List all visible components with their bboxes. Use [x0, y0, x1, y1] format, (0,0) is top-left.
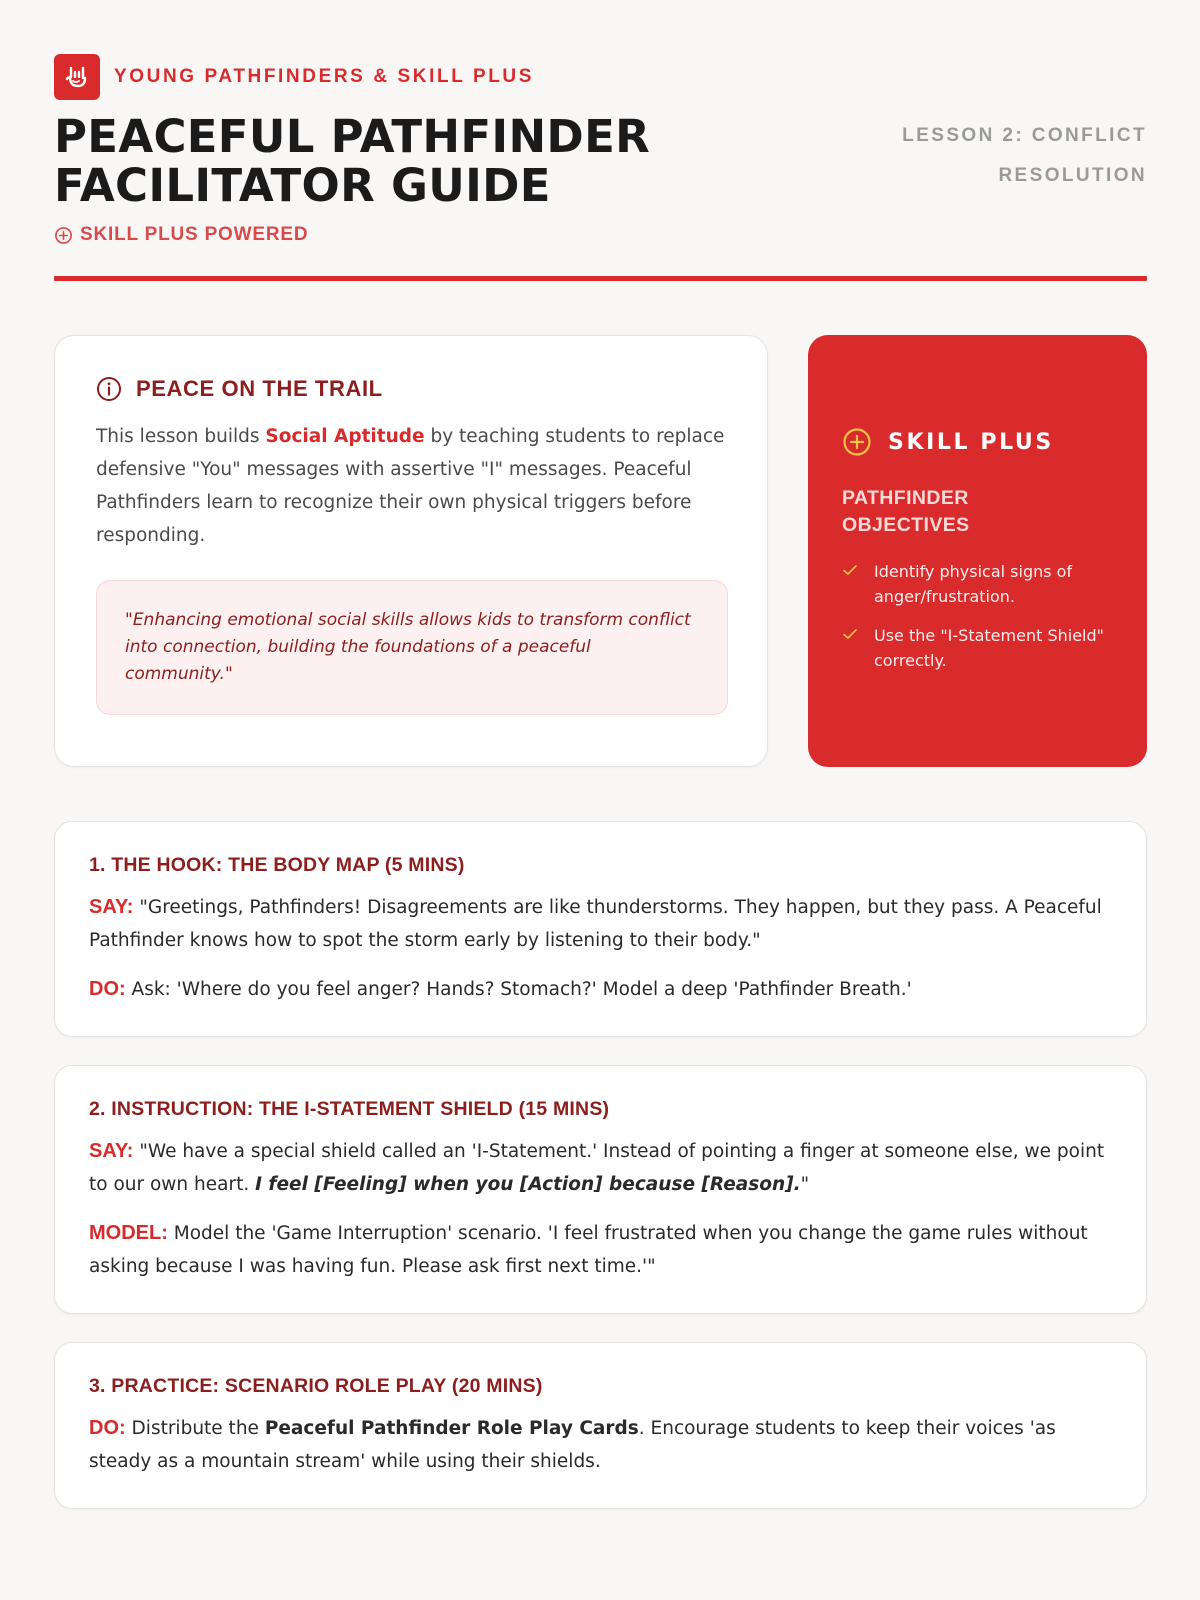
info-icon	[96, 376, 122, 402]
list-item	[842, 559, 1113, 609]
facilitator-guide-page	[54, 54, 1147, 1509]
section-line	[89, 1412, 1112, 1478]
objectives-heading	[842, 485, 1113, 539]
checkmark-icon	[842, 626, 858, 642]
header-divider	[54, 276, 1147, 281]
section-title: 2. INSTRUCTION: THE I-STATEMENT SHIELD (15 MINS)	[89, 1098, 610, 1120]
do-label: DO:	[89, 978, 126, 1000]
title-row	[54, 112, 1147, 210]
brand-row	[54, 54, 1147, 100]
section-line	[89, 973, 1112, 1006]
intro-body-start: This lesson builds	[96, 426, 266, 447]
say-label: SAY:	[89, 896, 134, 918]
section-line-text-end: . Encourage students to keep their voices 'as steady as a mountain stream' while using their shields.	[89, 1418, 1056, 1472]
intro-quote: "Enhancing emotional social skills allows kids to transform conflict into connection, building the foundations of a peaceful community."	[96, 580, 728, 715]
intro-header	[96, 376, 727, 402]
section-line-text-end: "	[800, 1174, 810, 1195]
checkmark-icon	[842, 562, 858, 578]
model-label: MODEL:	[89, 1222, 168, 1244]
objectives-list	[842, 559, 1113, 673]
rock-hand-icon	[54, 54, 100, 100]
section-line-text: Distribute the	[125, 1418, 265, 1439]
plus-circle-icon	[842, 427, 872, 457]
intro-body	[96, 420, 727, 552]
section-line	[89, 891, 1112, 957]
lesson-label-line-1: LESSON 2: CONFLICT	[902, 125, 1147, 146]
intro-title: PEACE ON THE TRAIL	[136, 376, 383, 401]
section-line-text: Model the 'Game Interruption' scenario. 'I feel frustrated when you change the game rules without asking because I was having fun. Please ask first next time.'"	[89, 1223, 1088, 1277]
section-instruction	[54, 1065, 1147, 1314]
section-line-text: Ask: 'Where do you feel anger? Hands? Stomach?' Model a deep 'Pathfinder Breath.'	[125, 979, 912, 1000]
intro-highlight: Social Aptitude	[265, 426, 425, 447]
skill-plus-header	[842, 427, 1113, 457]
role-play-cards: Peaceful Pathfinder Role Play Cards	[264, 1418, 639, 1439]
page-title-line-2: FACILITATOR GUIDE	[54, 159, 551, 212]
page-title-line-1: PEACEFUL PATHFINDER	[54, 110, 651, 163]
skill-plus-card	[808, 335, 1147, 767]
say-label: SAY:	[89, 1140, 134, 1162]
top-row	[54, 335, 1147, 767]
objectives-heading-line-2: OBJECTIVES	[842, 514, 970, 536]
objective-text: Use the "I-Statement Shield" correctly.	[874, 626, 1104, 670]
plus-circle-icon	[54, 226, 73, 245]
section-line	[89, 1217, 1112, 1283]
section-title: 1. THE HOOK: THE BODY MAP (5 MINS)	[89, 854, 465, 876]
intro-body-end: by teaching students to replace defensive "You" messages with assertive "I" messages. Peaceful Pathfinders learn to recognize their own physical triggers before responding.	[96, 426, 725, 546]
intro-card	[54, 335, 768, 767]
do-label: DO:	[89, 1417, 126, 1439]
lesson-label	[847, 116, 1147, 210]
section-line-text: "We have a special shield called an 'I-Statement.' Instead of pointing a finger at someone else, we point to our own heart.	[89, 1141, 1105, 1195]
section-hook	[54, 821, 1147, 1037]
section-title: 3. PRACTICE: SCENARIO ROLE PLAY (20 MINS)	[89, 1375, 543, 1397]
section-practice	[54, 1342, 1147, 1509]
i-statement-formula: I feel [Feeling] when you [Action] because [Reason].	[255, 1174, 801, 1195]
section-line	[89, 1135, 1112, 1201]
lesson-label-line-2: RESOLUTION	[998, 165, 1147, 186]
skill-plus-title: SKILL PLUS	[888, 429, 1054, 455]
objectives-heading-line-1: PATHFINDER	[842, 487, 969, 509]
section-line-text: "Greetings, Pathfinders! Disagreements are like thunderstorms. They happen, but they pass. A Peaceful Pathfinder knows how to spot the storm early by listening to their body."	[89, 897, 1102, 951]
brand-name: YOUNG PATHFINDERS & SKILL PLUS	[114, 66, 535, 87]
powered-row	[54, 224, 1147, 246]
list-item	[842, 623, 1113, 673]
objective-text: Identify physical signs of anger/frustration.	[874, 562, 1073, 606]
powered-label: SKILL PLUS POWERED	[80, 224, 309, 245]
page-title	[54, 112, 754, 210]
